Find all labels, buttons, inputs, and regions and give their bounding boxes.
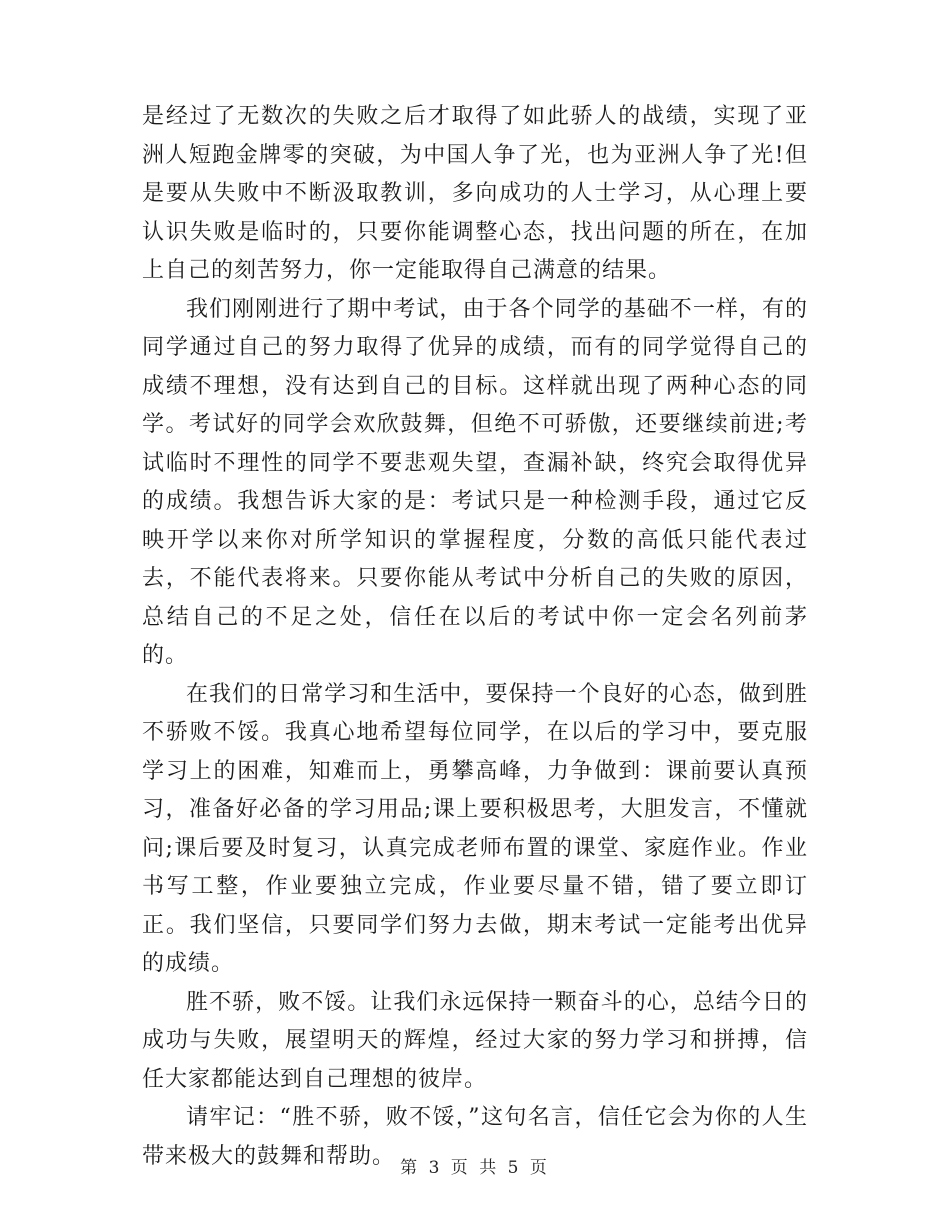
paragraph-1: 是经过了无数次的失败之后才取得了如此骄人的战绩，实现了亚洲人短跑金牌零的突破，为中国人争了光，也为亚洲人争了光!但是要从失败中不断汲取教训，多向成功的人士学习，从心理上要认识失败是临时的，只要你能调整心态，找出问题的所在，在加上自己的刻苦努力，你一定能取得自己满意的结果。 — [142, 104, 808, 283]
paragraph-4: 胜不骄，败不馁。让我们永远保持一颗奋斗的心，总结今日的成功与失败，展望明天的辉煌，经过大家的努力学习和拼搏，信任大家都能达到自己理想的彼岸。 — [142, 989, 808, 1092]
paragraph-3: 在我们的日常学习和生活中，要保持一个良好的心态，做到胜不骄败不馁。我真心地希望每位同学，在以后的学习中，要克服学习上的困难，知难而上，勇攀高峰，力争做到：课前要认真预习，准备好必备的学习用品;课上要积极思考，大胆发言，不懂就问;课后要及时复习，认真完成老师布置的课堂、家庭作业。作业书写工整，作业要独立完成，作业要尽量不错，错了要立即订正。我们坚信，只要同学们努力去做，期末考试一定能考出优异的成绩。 — [142, 681, 808, 976]
paragraph-5: 请牢记：“胜不骄，败不馁，”这句名言，信任它会为你的人生带来极大的鼓舞和帮助。 — [142, 1105, 808, 1169]
page-number-footer: 第 3 页 共 5 页 — [400, 1158, 550, 1178]
document-body — [142, 98, 808, 1176]
paragraph-2: 我们刚刚进行了期中考试，由于各个同学的基础不一样，有的同学通过自己的努力取得了优异的成绩，而有的同学觉得自己的成绩不理想，没有达到自己的目标。这样就出现了两种心态的同学。考试好的同学会欢欣鼓舞，但绝不可骄傲，还要继续前进;考试临时不理性的同学不要悲观失望，查漏补缺，终究会取得优异的成绩。我想告诉大家的是：考试只是一种检测手段，通过它反映开学以来你对所学知识的掌握程度，分数的高低只能代表过去，不能代表将来。只要你能从考试中分析自己的失败的原因，总结自己的不足之处，信任在以后的考试中你一定会名列前茅的。 — [142, 296, 808, 668]
